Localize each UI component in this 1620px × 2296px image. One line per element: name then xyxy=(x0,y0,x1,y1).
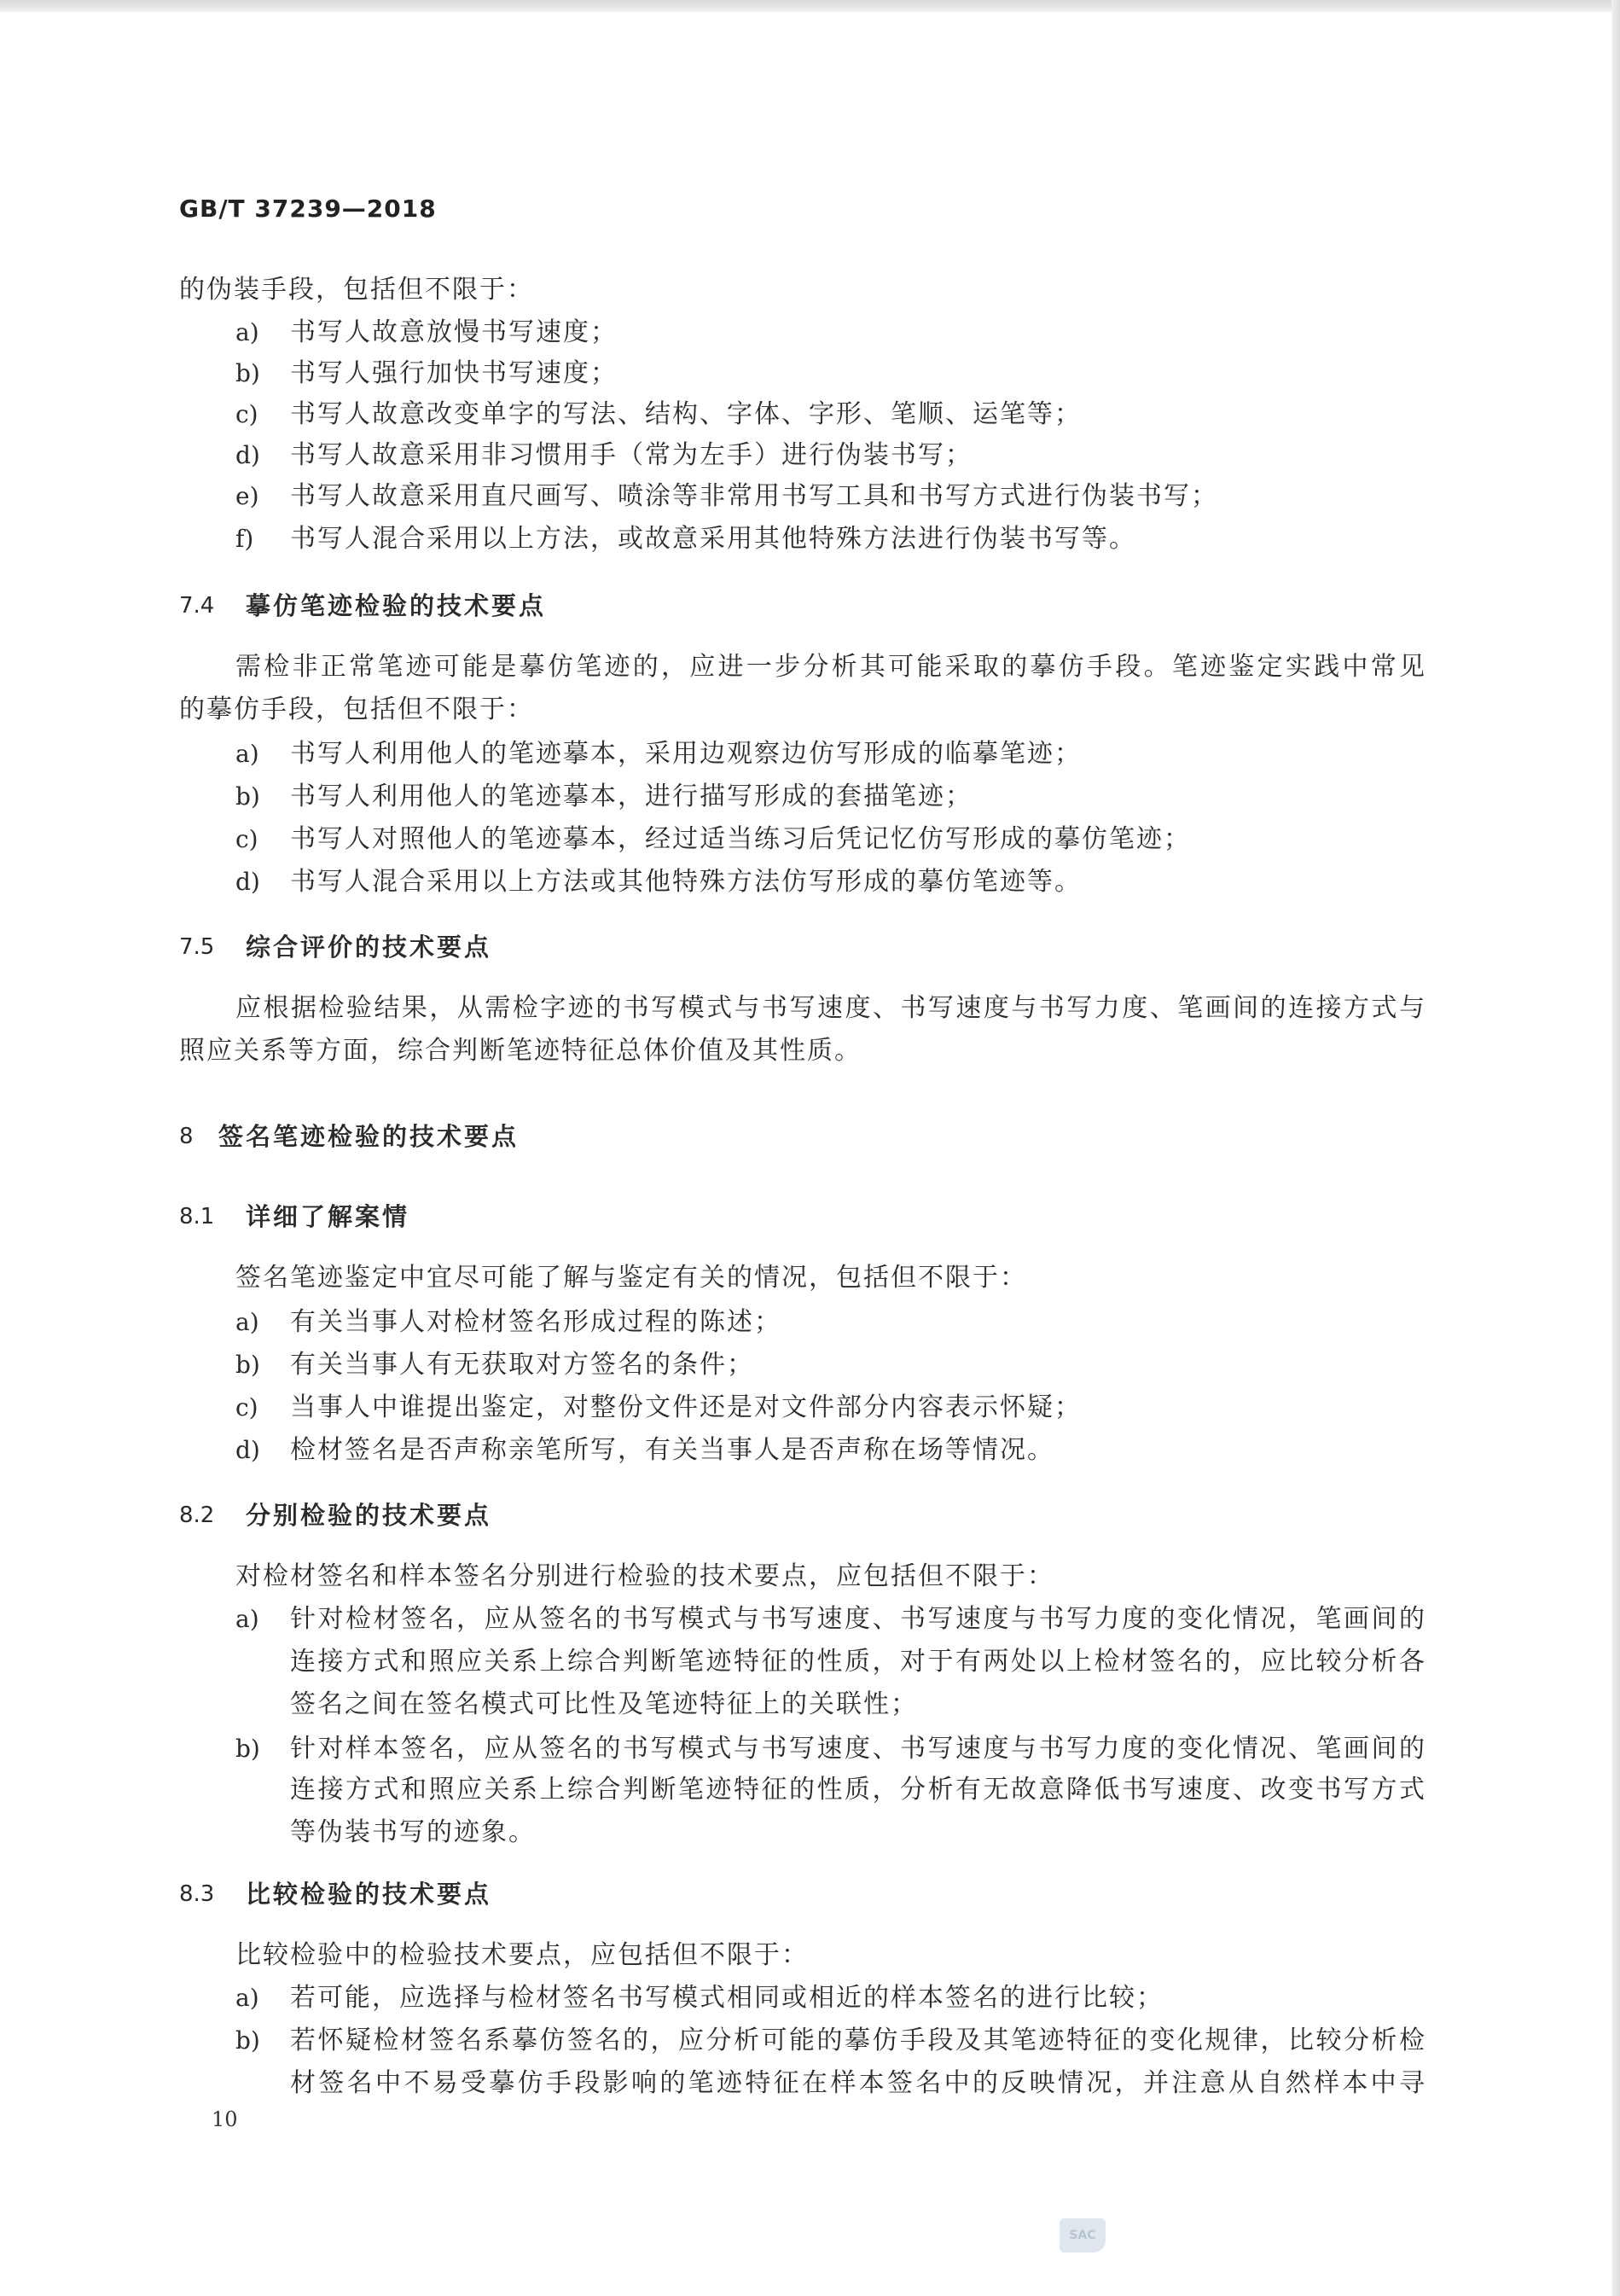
paragraph-lead: 比较检验中的检验技术要点，应包括但不限于： xyxy=(235,1940,809,1970)
section-title: 分别检验的技术要点 xyxy=(246,1501,492,1530)
list-label: b) xyxy=(235,1735,260,1763)
list-label: e) xyxy=(235,482,259,510)
list-text: 当事人中谁提出鉴定，对整份文件还是对文件部分内容表示怀疑； xyxy=(290,1392,1082,1422)
list-label: a) xyxy=(235,318,259,346)
paragraph-lead: 签名笔迹鉴定中宜尽可能了解与鉴定有关的情况，包括但不限于： xyxy=(235,1263,1027,1293)
paragraph-lead: 的伪装手段，包括但不限于： xyxy=(179,275,534,305)
list-label: d) xyxy=(235,1436,260,1464)
viewer-frame-top xyxy=(0,0,1620,12)
list-label: b) xyxy=(235,1351,260,1379)
section-number: 8.1 xyxy=(179,1204,215,1229)
section-number: 8.3 xyxy=(179,1881,215,1907)
list-text: 连接方式和照应关系上综合判断笔迹特征的性质，分析有无故意降低书写速度、改变书写方式 xyxy=(290,1775,1426,1805)
paragraph-line: 需检非正常笔迹可能是摹仿笔迹的，应进一步分析其可能采取的摹仿手段。笔迹鉴定实践中常见 xyxy=(235,652,1426,682)
list-text: 书写人利用他人的笔迹摹本，采用边观察边仿写形成的临摹笔迹； xyxy=(290,739,1082,769)
list-text: 若可能，应选择与检材签名书写模式相同或相近的样本签名的进行比较； xyxy=(290,1983,1164,2013)
list-text: 针对样本签名，应从签名的书写模式与书写速度、书写速度与书写力度的变化情况、笔画间的 xyxy=(290,1734,1426,1764)
paragraph-lead: 对检材签名和样本签名分别进行检验的技术要点，应包括但不限于： xyxy=(235,1561,1054,1591)
section-title: 签名笔迹检验的技术要点 xyxy=(218,1122,520,1151)
list-text: 签名之间在签名模式可比性及笔迹特征上的关联性； xyxy=(290,1689,918,1719)
list-label: c) xyxy=(235,400,258,428)
list-label: d) xyxy=(235,868,260,896)
list-text: 书写人故意改变单字的写法、结构、字体、字形、笔顺、运笔等； xyxy=(290,399,1082,429)
section-number: 7.4 xyxy=(179,593,215,619)
paragraph-line: 的摹仿手段，包括但不限于： xyxy=(179,695,534,724)
list-text: 书写人故意采用非习惯用手（常为左手）进行伪装书写； xyxy=(290,440,973,470)
list-text: 材签名中不易受摹仿手段影响的笔迹特征在样本签名中的反映情况，并注意从自然样本中寻 xyxy=(290,2068,1426,2098)
list-text: 书写人混合采用以上方法或其他特殊方法仿写形成的摹仿笔迹等。 xyxy=(290,867,1082,897)
section-number: 8.2 xyxy=(179,1503,215,1528)
list-text: 检材签名是否声称亲笔所写，有关当事人是否声称在场等情况。 xyxy=(290,1435,1054,1465)
list-text: 书写人强行加快书写速度； xyxy=(290,358,618,388)
list-text: 连接方式和照应关系上综合判断笔迹特征的性质，对于有两处以上检材签名的，应比较分析各 xyxy=(290,1647,1426,1677)
list-text: 若怀疑检材签名系摹仿签名的，应分析可能的摹仿手段及其笔迹特征的变化规律，比较分析检 xyxy=(290,2026,1426,2055)
page-number: 10 xyxy=(212,2107,238,2131)
paragraph-line: 照应关系等方面，综合判断笔迹特征总体价值及其性质。 xyxy=(179,1036,862,1066)
list-label: a) xyxy=(235,1984,259,2012)
list-text: 书写人故意放慢书写速度； xyxy=(290,317,618,347)
list-label: a) xyxy=(235,1605,259,1633)
section-number: 7.5 xyxy=(179,934,215,960)
list-text: 书写人对照他人的笔迹摹本，经过适当练习后凭记忆仿写形成的摹仿笔迹； xyxy=(290,824,1191,854)
list-text: 书写人混合采用以上方法，或故意采用其他特殊方法进行伪装书写等。 xyxy=(290,524,1136,554)
list-label: d) xyxy=(235,441,260,469)
list-label: b) xyxy=(235,782,260,811)
list-text: 等伪装书写的迹象。 xyxy=(290,1817,536,1847)
list-text: 书写人故意采用直尺画写、喷涂等非常用书写工具和书写方式进行伪装书写； xyxy=(290,481,1218,511)
list-text: 有关当事人有无获取对方签名的条件； xyxy=(290,1350,754,1380)
list-label: c) xyxy=(235,1393,258,1421)
list-label: a) xyxy=(235,1308,259,1336)
paragraph-line: 应根据检验结果，从需检字迹的书写模式与书写速度、书写速度与书写力度、笔画间的连接方式与 xyxy=(235,993,1426,1023)
list-text: 书写人利用他人的笔迹摹本，进行描写形成的套描笔迹； xyxy=(290,782,973,811)
list-label: b) xyxy=(235,2026,260,2055)
section-number: 8 xyxy=(179,1124,194,1149)
section-title: 摹仿笔迹检验的技术要点 xyxy=(246,591,547,620)
section-title: 详细了解案情 xyxy=(246,1202,410,1231)
sac-watermark-logo: SAC xyxy=(1060,2218,1106,2252)
list-label: b) xyxy=(235,359,260,387)
section-title: 综合评价的技术要点 xyxy=(246,933,492,962)
section-title: 比较检验的技术要点 xyxy=(246,1880,492,1909)
list-text: 针对检材签名，应从签名的书写模式与书写速度、书写速度与书写力度的变化情况，笔画间的 xyxy=(290,1604,1426,1634)
list-label: c) xyxy=(235,825,258,853)
viewer-frame-right xyxy=(1611,0,1620,2296)
standard-code: GB/T 37239—2018 xyxy=(179,195,437,223)
list-label: a) xyxy=(235,740,259,768)
list-label: f) xyxy=(235,525,254,553)
list-text: 有关当事人对检材签名形成过程的陈述； xyxy=(290,1307,781,1337)
